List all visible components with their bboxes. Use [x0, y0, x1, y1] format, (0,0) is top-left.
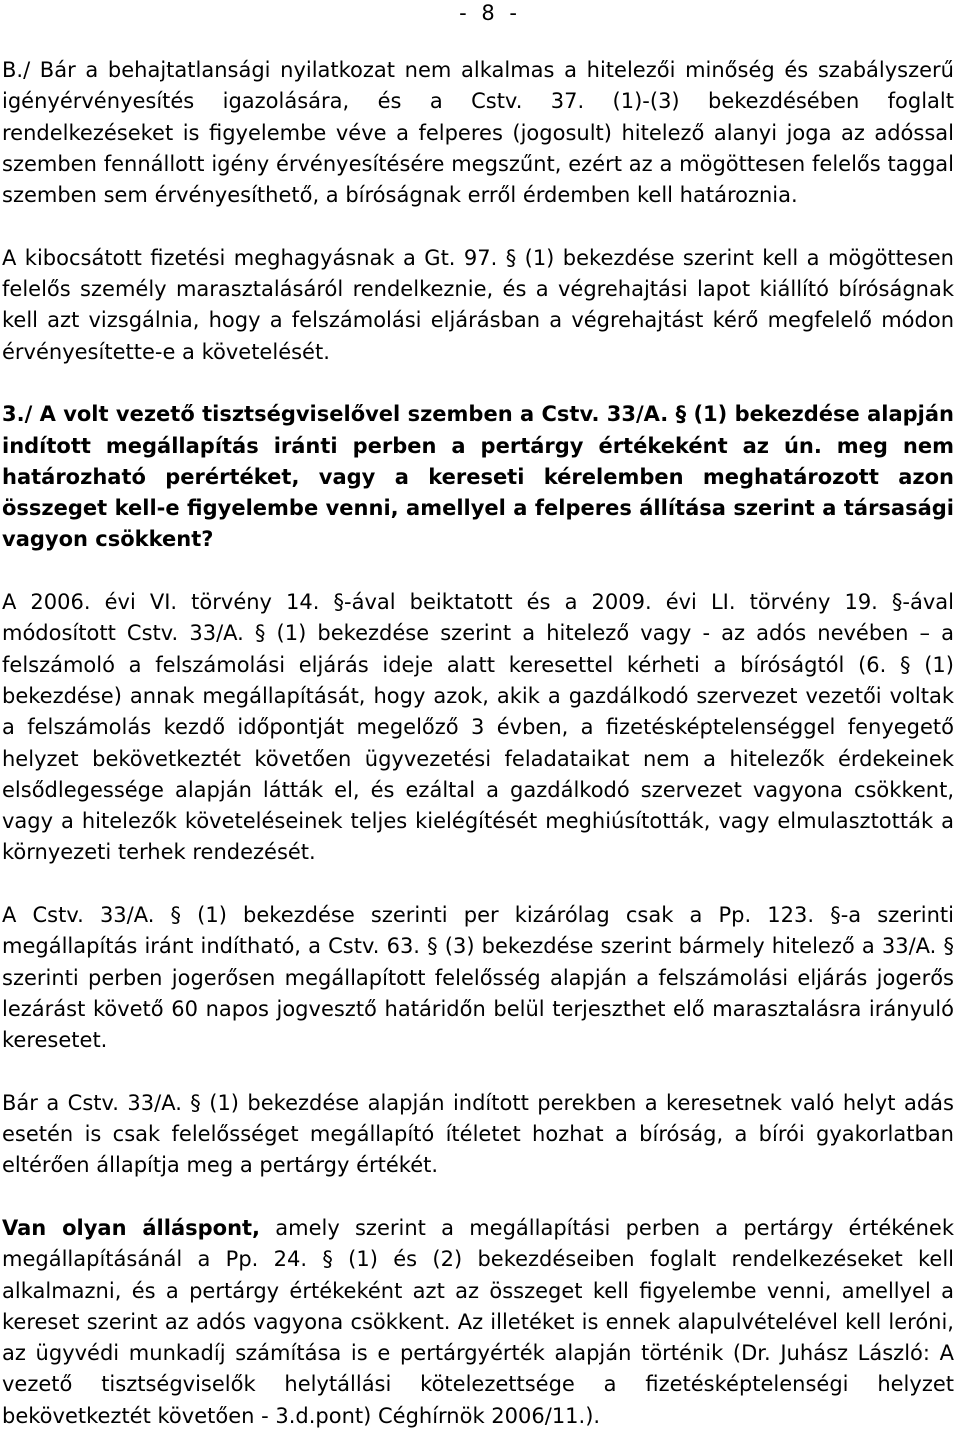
question-3-heading: 3./ A volt vezető tisztségviselővel szemben a Cstv. 33/A. § (1) bekezdése alapján indított megállapítás iránti perben a pertárgy értékeként az ún. meg nem határozható perértéket, vagy a kereseti kérelemben meghatározott azon összeget kell-e figyelembe venni, amellyel a felperes állítása szerint a társasági vagyon csökkent? — [2, 402, 954, 552]
paragraph-lead-bold: Van olyan álláspont, — [2, 1215, 261, 1240]
paragraph-kibocsatott: A kibocsátott fizetési meghagyásnak a Gt. 97. § (1) bekezdése szerint kell a mögöttesen felelős személy marasztalásáról rendelkeznie, és a végrehajtási lapot kiállító bíróságnak kell azt vizsgálnia, hogy a felszámolási eljárásban a végrehajtást kérő megfelelő módon érvényesítette-e a követelését. — [2, 245, 954, 364]
paragraph-bar-cstv: Bár a Cstv. 33/A. § (1) bekezdése alapján indított perekben a keresetnek való helyt adás esetén is csak felelősséget megállapító ítéletet hozhat a bíróság, a bírói gyakorlatban eltérően állapítja meg a pertárgy értékét. — [2, 1090, 954, 1178]
paragraph-cstv-33a: A Cstv. 33/A. § (1) bekezdése szerinti per kizárólag csak a Pp. 123. §-a szerinti megállapítás iránt indítható, a Cstv. 63. § (3) bekezdése szerint bármely hitelező a 33/A. § szerinti perben jogerősen megállapított felelősség alapján a felszámolási eljárás jogerős lezárást követő 60 napos jogvesztő határidőn belül terjeszthet elő marasztalásra irányuló keresetet. — [2, 903, 954, 1053]
paragraph-2006-law: A 2006. évi VI. törvény 14. §-ával beiktatott és a 2009. évi LI. törvény 19. §-ával módosított Cstv. 33/A. § (1) bekezdése szerint a hitelező vagy - az adós nevében – a felszámoló a felszámolási eljárás ideje alatt keresettel kérheti a bíróságtól (6. § (1) bekezdése) annak megállapítását, hogy azok, akik a gazdálkodó szervezet vezetői voltak a felszámolás kezdő időpontját megelőző 3 évben, a fizetésképtelenséggel fenyegető helyzet bekövetkeztét követően ügyvezetési feladataikat nem a hitelezők érdekeinek elsődlegessége alapján látták el, és ezáltal a gazdálkodó szervezet vagyona csökkent, vagy a hitelezők követeléseinek teljes kielégítését meghiúsították, vagy elmulasztották a környezeti terhek rendezését. — [2, 590, 954, 865]
page-number: - 8 - — [459, 1, 521, 25]
document-body — [2, 55, 954, 1432]
paragraph-b: B./ Bár a behajtatlansági nyilatkozat nem alkalmas a hitelezői minőség és szabályszerű igényérvényesítés igazolására, és a Cstv. 37. (1)-(3) bekezdésében foglalt rendelkezéseket is figyelembe véve a felperes (jogosult) hitelező alanyi joga az adóssal szemben fennállott igény érvényesítésére megszűnt, ezért az a mögöttesen felelős taggal szemben sem érvényesíthető, a bíróságnak erről érdemben kell határoznia. — [2, 58, 954, 208]
paragraph-body: amely szerint a megállapítási perben a pertárgy értékének megállapításánál a Pp. 24. § (1) és (2) bekezdéseiben foglalt rendelkezéseket kell alkalmazni, és a pertárgy értékeként azt az összeget kell figyelembe venni, amellyel a kereset szerint az adós vagyona csökkent. Az illetéket is ennek alapulvételével kell leróni, az ügyvédi munkadíj számítása is e pertárgyérték alapján történik (Dr. Juhász László: A vezető tisztségviselők helytállási kötelezettsége a fizetésképtelenségi helyzet bekövetkeztét követően - 3.d.pont) Céghírnök 2006/11.). — [2, 1215, 954, 1428]
paragraph-van-olyan — [2, 1213, 954, 1432]
